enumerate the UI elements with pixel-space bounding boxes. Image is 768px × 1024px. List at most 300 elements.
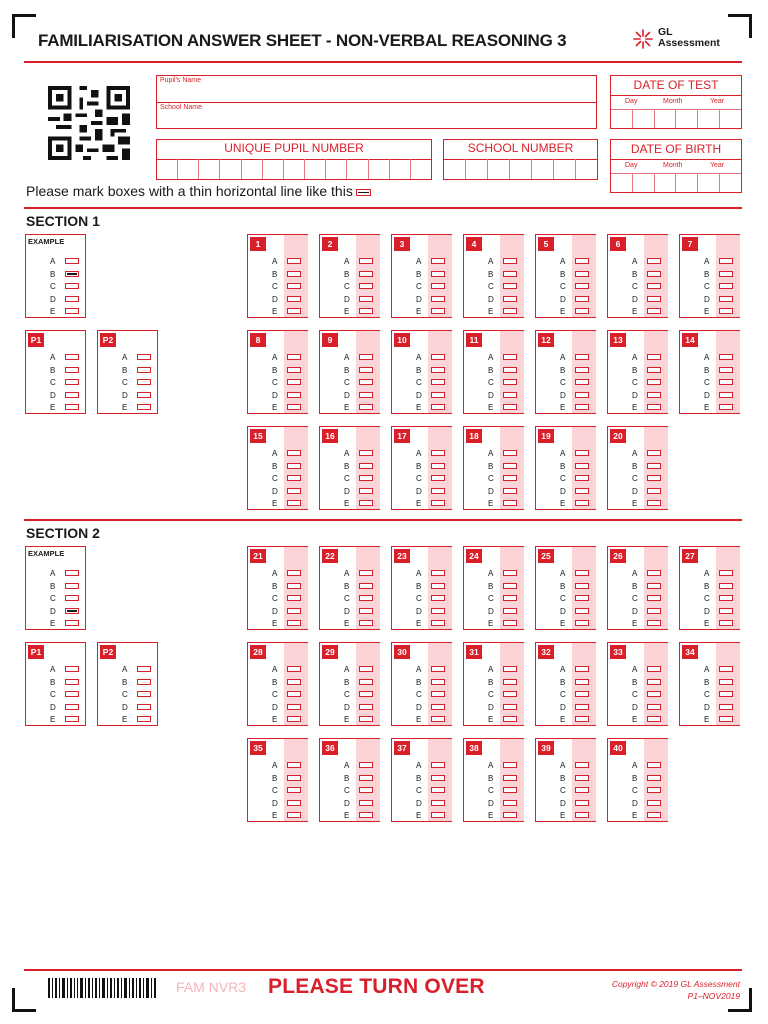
answer-box-b[interactable] — [431, 271, 445, 277]
answer-box-e[interactable] — [575, 812, 589, 818]
answer-box-a[interactable] — [575, 258, 589, 264]
answer-box-c[interactable] — [575, 379, 589, 385]
option-letter: A — [704, 569, 710, 578]
date-of-test-cells[interactable] — [611, 109, 741, 128]
answer-box-b[interactable] — [287, 583, 301, 589]
answer-box-e[interactable] — [647, 308, 661, 314]
answer-box-e[interactable] — [431, 404, 445, 410]
answer-box-e[interactable] — [65, 308, 79, 314]
answer-box-d[interactable] — [431, 392, 445, 398]
answer-box-c[interactable] — [719, 691, 733, 697]
answer-box-c[interactable] — [359, 475, 373, 481]
answer-box-d[interactable] — [65, 296, 79, 302]
answer-box-c[interactable] — [359, 283, 373, 289]
answer-box-b[interactable] — [359, 271, 373, 277]
answer-box-d[interactable] — [575, 296, 589, 302]
answer-box-b[interactable] — [575, 679, 589, 685]
answer-box-d[interactable] — [65, 704, 79, 710]
answer-box-a[interactable] — [359, 450, 373, 456]
answer-option — [632, 773, 666, 784]
question-number: 32 — [538, 645, 554, 659]
answer-box-c[interactable] — [359, 787, 373, 793]
answer-box-e[interactable] — [431, 716, 445, 722]
answer-box-c[interactable] — [719, 379, 733, 385]
answer-box-c[interactable] — [65, 379, 79, 385]
answer-box-e[interactable] — [647, 404, 661, 410]
answer-box-b[interactable] — [575, 463, 589, 469]
answer-box-e[interactable] — [575, 404, 589, 410]
option-letter: D — [632, 702, 638, 712]
answer-box-e[interactable] — [137, 716, 151, 722]
option-letter: A — [50, 353, 56, 362]
question-box — [607, 738, 668, 822]
answer-box-e[interactable] — [287, 500, 301, 506]
answer-box-d[interactable] — [647, 800, 661, 806]
question-box — [247, 330, 308, 414]
answer-box-c[interactable] — [575, 787, 589, 793]
answer-box-a[interactable] — [359, 762, 373, 768]
answer-box-d[interactable] — [719, 704, 733, 710]
answer-option — [560, 352, 594, 363]
answer-box-a[interactable] — [647, 258, 661, 264]
answer-option — [272, 461, 306, 472]
answer-box-d[interactable] — [359, 704, 373, 710]
answer-option — [50, 294, 84, 305]
answer-box-d[interactable] — [359, 296, 373, 302]
answer-box-b[interactable] — [287, 367, 301, 373]
answer-box-e[interactable] — [287, 308, 301, 314]
answer-option — [704, 402, 738, 413]
answer-box-a[interactable] — [287, 570, 301, 576]
answer-box-b[interactable] — [719, 583, 733, 589]
answer-box-a[interactable] — [431, 258, 445, 264]
answer-box-e[interactable] — [359, 812, 373, 818]
answer-box-d[interactable] — [503, 488, 517, 494]
answer-box-a[interactable] — [503, 354, 517, 360]
answer-box-d[interactable] — [503, 800, 517, 806]
answer-box-c[interactable] — [287, 691, 301, 697]
answer-box-a[interactable] — [503, 258, 517, 264]
answer-box-a[interactable] — [719, 666, 733, 672]
answer-box-d[interactable] — [359, 392, 373, 398]
option-letter: E — [344, 499, 350, 508]
answer-box-a[interactable] — [287, 354, 301, 360]
answer-option — [122, 352, 156, 363]
answer-box-a[interactable] — [719, 354, 733, 360]
answer-box-e[interactable] — [719, 716, 733, 722]
answer-box-d[interactable] — [431, 488, 445, 494]
answer-box-d[interactable] — [719, 296, 733, 302]
answer-box-c[interactable] — [137, 379, 151, 385]
answer-box-b[interactable] — [503, 583, 517, 589]
answer-box-e[interactable] — [719, 404, 733, 410]
answer-box-e[interactable] — [359, 404, 373, 410]
reference-code: P1–NOV2019 — [687, 991, 740, 1001]
answer-box-c[interactable] — [431, 283, 445, 289]
answer-box-c[interactable] — [575, 595, 589, 601]
answer-box-d[interactable] — [647, 392, 661, 398]
answer-box-b[interactable] — [359, 679, 373, 685]
answer-box-c[interactable] — [575, 475, 589, 481]
answer-box-b[interactable] — [647, 367, 661, 373]
answer-option — [272, 281, 306, 292]
answer-box-e[interactable] — [431, 620, 445, 626]
answer-box-d[interactable] — [287, 392, 301, 398]
answer-box-b[interactable] — [503, 679, 517, 685]
answer-box-a[interactable] — [575, 354, 589, 360]
answer-box-a[interactable] — [287, 762, 301, 768]
answer-box-d[interactable] — [575, 608, 589, 614]
answer-box-a[interactable] — [65, 570, 79, 576]
answer-box-c[interactable] — [287, 283, 301, 289]
answer-box-c[interactable] — [719, 283, 733, 289]
answer-box-b[interactable] — [431, 679, 445, 685]
answer-box-a[interactable] — [431, 666, 445, 672]
answer-box-e[interactable] — [647, 500, 661, 506]
answer-box-c[interactable] — [503, 691, 517, 697]
option-letter: A — [632, 257, 638, 266]
option-letter: D — [272, 798, 278, 808]
answer-box-c[interactable] — [287, 787, 301, 793]
answer-box-c[interactable] — [431, 595, 445, 601]
answer-box-c[interactable] — [431, 379, 445, 385]
answer-option — [344, 486, 378, 497]
answer-box-a[interactable] — [137, 666, 151, 672]
date-of-test-month-label: Month — [663, 98, 683, 105]
answer-box-b[interactable] — [287, 775, 301, 781]
answer-box-c[interactable] — [359, 595, 373, 601]
answer-box-c[interactable] — [503, 283, 517, 289]
answer-box-b[interactable] — [575, 271, 589, 277]
answer-option — [488, 390, 522, 401]
answer-box-c[interactable] — [719, 595, 733, 601]
answer-box-b[interactable] — [65, 367, 79, 373]
answer-box-a[interactable] — [503, 450, 517, 456]
option-letter: D — [416, 702, 422, 712]
answer-box-b[interactable] — [719, 679, 733, 685]
answer-box-c[interactable] — [287, 379, 301, 385]
answer-box-a[interactable] — [431, 450, 445, 456]
answer-box-c[interactable] — [503, 595, 517, 601]
example-label: EXAMPLE — [28, 549, 65, 558]
answer-box-c[interactable] — [359, 379, 373, 385]
school-number-cells[interactable] — [444, 159, 597, 179]
answer-box-c[interactable] — [647, 475, 661, 481]
question-box — [391, 234, 452, 318]
answer-option — [632, 760, 666, 771]
option-letter: D — [488, 486, 494, 496]
option-letter: E — [416, 715, 422, 724]
section-2-divider — [24, 519, 742, 521]
answer-box-d[interactable] — [431, 296, 445, 302]
answer-box-a[interactable] — [287, 666, 301, 672]
answer-box-d[interactable] — [575, 392, 589, 398]
answer-box-a[interactable] — [359, 354, 373, 360]
answer-box-e[interactable] — [359, 620, 373, 626]
answer-box-c[interactable] — [647, 283, 661, 289]
answer-box-e[interactable] — [503, 620, 517, 626]
answer-box-d[interactable] — [287, 488, 301, 494]
answer-box-e[interactable] — [719, 620, 733, 626]
answer-option — [488, 498, 522, 509]
answer-box-a[interactable] — [137, 354, 151, 360]
answer-box-b[interactable] — [503, 367, 517, 373]
answer-box-b[interactable] — [431, 583, 445, 589]
answer-box-e[interactable] — [647, 716, 661, 722]
answer-box-b[interactable] — [575, 583, 589, 589]
option-letter: B — [272, 677, 278, 687]
answer-box-a[interactable] — [719, 258, 733, 264]
answer-box-e[interactable] — [65, 404, 79, 410]
answer-box-e[interactable] — [137, 404, 151, 410]
answer-box-d[interactable] — [719, 392, 733, 398]
answer-box-d[interactable] — [719, 608, 733, 614]
answer-box-e[interactable] — [287, 812, 301, 818]
answer-box-a[interactable] — [647, 666, 661, 672]
answer-box-d[interactable] — [503, 392, 517, 398]
answer-box-b[interactable] — [137, 679, 151, 685]
example-box — [25, 234, 86, 318]
answer-box-b[interactable] — [287, 271, 301, 277]
option-letter: C — [632, 378, 638, 387]
answer-box-b[interactable] — [719, 271, 733, 277]
answer-box-d[interactable] — [359, 800, 373, 806]
answer-box-e[interactable] — [359, 308, 373, 314]
answer-box-c[interactable] — [575, 691, 589, 697]
answer-box-e[interactable] — [647, 620, 661, 626]
answer-box-d[interactable] — [431, 800, 445, 806]
answer-option — [416, 677, 450, 688]
answer-box-e[interactable] — [431, 500, 445, 506]
option-letter: D — [632, 294, 638, 304]
option-letter: E — [50, 403, 56, 412]
option-letter: A — [344, 353, 350, 362]
option-letter: D — [416, 798, 422, 808]
answer-box-a[interactable] — [575, 450, 589, 456]
option-letter: A — [272, 569, 278, 578]
answer-box-b[interactable] — [647, 775, 661, 781]
question-box — [535, 546, 596, 630]
answer-box-a[interactable] — [65, 258, 79, 264]
answer-box-b[interactable] — [431, 463, 445, 469]
answer-box-b[interactable] — [503, 775, 517, 781]
option-letter: A — [488, 569, 494, 578]
answer-option — [560, 377, 594, 388]
answer-box-e[interactable] — [503, 308, 517, 314]
answer-box-b[interactable] — [137, 367, 151, 373]
answer-box-c[interactable] — [647, 787, 661, 793]
answer-box-d[interactable] — [287, 800, 301, 806]
answer-box-e[interactable] — [719, 308, 733, 314]
answer-option — [344, 664, 378, 675]
date-of-birth-cells[interactable] — [611, 173, 741, 192]
answer-box-a[interactable] — [287, 258, 301, 264]
answer-box-e[interactable] — [503, 404, 517, 410]
answer-box-c[interactable] — [65, 691, 79, 697]
answer-box-b[interactable] — [359, 463, 373, 469]
option-letter: C — [632, 594, 638, 603]
answer-box-c[interactable] — [647, 379, 661, 385]
answer-box-b[interactable] — [359, 583, 373, 589]
answer-box-e[interactable] — [431, 308, 445, 314]
answer-option — [560, 281, 594, 292]
answer-box-d[interactable] — [65, 608, 79, 614]
answer-box-a[interactable] — [719, 570, 733, 576]
answer-box-b[interactable] — [431, 775, 445, 781]
answer-box-a[interactable] — [359, 570, 373, 576]
pupil-name-field[interactable] — [157, 86, 596, 102]
answer-box-d[interactable] — [431, 704, 445, 710]
answer-box-d[interactable] — [503, 704, 517, 710]
answer-box-d[interactable] — [65, 392, 79, 398]
answer-box-d[interactable] — [287, 608, 301, 614]
answer-box-d[interactable] — [359, 608, 373, 614]
answer-box-d[interactable] — [575, 488, 589, 494]
date-of-test-day-label: Day — [625, 98, 638, 105]
answer-box-a[interactable] — [575, 570, 589, 576]
answer-box-c[interactable] — [359, 691, 373, 697]
answer-option — [272, 306, 306, 317]
answer-box-b[interactable] — [647, 271, 661, 277]
answer-box-e[interactable] — [65, 716, 79, 722]
answer-box-e[interactable] — [287, 620, 301, 626]
answer-box-b[interactable] — [503, 271, 517, 277]
answer-box-b[interactable] — [359, 367, 373, 373]
answer-box-c[interactable] — [431, 787, 445, 793]
answer-box-e[interactable] — [503, 812, 517, 818]
answer-box-c[interactable] — [575, 283, 589, 289]
answer-box-b[interactable] — [65, 583, 79, 589]
answer-box-c[interactable] — [503, 475, 517, 481]
answer-box-e[interactable] — [575, 620, 589, 626]
answer-option — [560, 618, 594, 629]
answer-box-a[interactable] — [431, 570, 445, 576]
answer-box-c[interactable] — [431, 691, 445, 697]
answer-option — [122, 365, 156, 376]
question-number: 11 — [466, 333, 482, 347]
answer-option — [704, 294, 738, 305]
answer-box-a[interactable] — [287, 450, 301, 456]
answer-box-d[interactable] — [647, 488, 661, 494]
answer-box-d[interactable] — [287, 704, 301, 710]
answer-box-b[interactable] — [65, 271, 79, 277]
answer-box-a[interactable] — [647, 570, 661, 576]
option-letter: E — [560, 307, 566, 316]
answer-option — [560, 294, 594, 305]
answer-box-a[interactable] — [503, 762, 517, 768]
option-letter: A — [560, 257, 566, 266]
answer-box-b[interactable] — [575, 775, 589, 781]
answer-box-d[interactable] — [137, 392, 151, 398]
answer-box-b[interactable] — [65, 679, 79, 685]
school-name-field[interactable] — [157, 113, 596, 128]
answer-box-a[interactable] — [65, 666, 79, 672]
example-label: EXAMPLE — [28, 237, 65, 246]
answer-box-a[interactable] — [647, 762, 661, 768]
answer-box-b[interactable] — [431, 367, 445, 373]
answer-box-a[interactable] — [647, 354, 661, 360]
answer-box-d[interactable] — [575, 704, 589, 710]
answer-box-c[interactable] — [137, 691, 151, 697]
answer-box-a[interactable] — [503, 570, 517, 576]
copyright — [570, 978, 740, 1002]
answer-box-c[interactable] — [287, 595, 301, 601]
answer-box-a[interactable] — [359, 258, 373, 264]
answer-box-a[interactable] — [431, 354, 445, 360]
answer-box-b[interactable] — [359, 775, 373, 781]
answer-box-b[interactable] — [287, 679, 301, 685]
answer-box-d[interactable] — [647, 608, 661, 614]
answer-box-d[interactable] — [359, 488, 373, 494]
answer-box-d[interactable] — [137, 704, 151, 710]
option-letter: D — [488, 294, 494, 304]
answer-box-a[interactable] — [503, 666, 517, 672]
answer-box-b[interactable] — [647, 463, 661, 469]
option-letter: E — [122, 715, 128, 724]
answer-box-e[interactable] — [359, 716, 373, 722]
answer-box-e[interactable] — [503, 716, 517, 722]
answer-box-e[interactable] — [287, 404, 301, 410]
answer-box-b[interactable] — [719, 367, 733, 373]
answer-box-d[interactable] — [575, 800, 589, 806]
answer-box-a[interactable] — [575, 666, 589, 672]
answer-box-a[interactable] — [359, 666, 373, 672]
answer-box-c[interactable] — [647, 595, 661, 601]
answer-box-d[interactable] — [503, 608, 517, 614]
answer-box-e[interactable] — [431, 812, 445, 818]
answer-box-a[interactable] — [575, 762, 589, 768]
answer-box-e[interactable] — [503, 500, 517, 506]
answer-box-b[interactable] — [287, 463, 301, 469]
answer-option — [416, 760, 450, 771]
answer-box-b[interactable] — [575, 367, 589, 373]
answer-option — [560, 269, 594, 280]
answer-box-d[interactable] — [431, 608, 445, 614]
answer-box-a[interactable] — [647, 450, 661, 456]
answer-box-e[interactable] — [65, 620, 79, 626]
answer-box-c[interactable] — [287, 475, 301, 481]
answer-box-e[interactable] — [359, 500, 373, 506]
answer-box-a[interactable] — [431, 762, 445, 768]
answer-box-d[interactable] — [503, 296, 517, 302]
answer-box-d[interactable] — [647, 704, 661, 710]
answer-box-e[interactable] — [287, 716, 301, 722]
option-letter: B — [488, 581, 494, 591]
answer-box-c[interactable] — [65, 595, 79, 601]
answer-option — [416, 377, 450, 388]
option-letter: A — [344, 257, 350, 266]
answer-box-e[interactable] — [647, 812, 661, 818]
answer-box-e[interactable] — [575, 500, 589, 506]
answer-box-c[interactable] — [65, 283, 79, 289]
answer-box-e[interactable] — [575, 308, 589, 314]
answer-box-b[interactable] — [647, 583, 661, 589]
question-number: 3 — [394, 237, 410, 251]
answer-box-d[interactable] — [287, 296, 301, 302]
answer-box-a[interactable] — [65, 354, 79, 360]
answer-box-c[interactable] — [647, 691, 661, 697]
answer-box-d[interactable] — [647, 296, 661, 302]
option-letter: A — [416, 761, 422, 770]
answer-box-c[interactable] — [503, 379, 517, 385]
answer-box-c[interactable] — [431, 475, 445, 481]
answer-box-c[interactable] — [503, 787, 517, 793]
answer-box-b[interactable] — [503, 463, 517, 469]
answer-box-e[interactable] — [575, 716, 589, 722]
unique-pupil-number-cells[interactable] — [157, 159, 431, 179]
answer-box-b[interactable] — [647, 679, 661, 685]
option-letter: B — [704, 365, 710, 375]
